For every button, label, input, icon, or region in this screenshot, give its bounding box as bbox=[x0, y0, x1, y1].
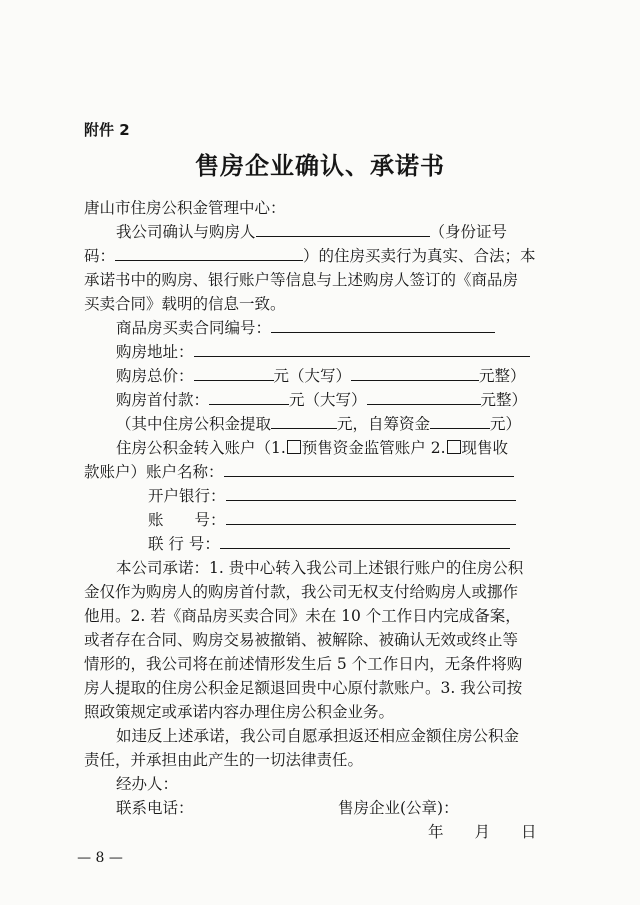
field-label: 开户银行： bbox=[148, 487, 226, 505]
buyer-name-blank[interactable] bbox=[256, 222, 430, 237]
company-seal-label: 售房企业(公章)： bbox=[338, 799, 459, 817]
addressee: 唐山市住房公积金管理中心： bbox=[84, 199, 286, 217]
id-number-blank[interactable] bbox=[115, 246, 303, 261]
contract-no-row bbox=[116, 316, 495, 340]
attachment-label: 附件 2 bbox=[84, 121, 130, 139]
self-funds-blank[interactable] bbox=[430, 414, 490, 429]
bank-row bbox=[148, 484, 516, 508]
down-payment-blank[interactable] bbox=[209, 390, 289, 405]
confirm-line-3: 承诺书中的购房、银行账户等信息与上述购房人签订的《商品房 bbox=[84, 271, 519, 289]
breach-line: 如违反上述承诺，我公司自愿承担返还相应金额住房公积金 bbox=[116, 727, 520, 745]
confirm-text: 码： bbox=[84, 247, 116, 265]
breach-line: 责任，并承担由此产生的一切法律责任。 bbox=[84, 751, 364, 769]
confirm-line-2 bbox=[84, 244, 536, 268]
field-label: 联 行 号： bbox=[148, 535, 220, 553]
document-title: 售房企业确认、承诺书 bbox=[195, 151, 445, 180]
field-label: 账 号： bbox=[148, 511, 226, 529]
confirm-line-4: 买卖合同》载明的信息一致。 bbox=[84, 295, 286, 313]
address-blank[interactable] bbox=[194, 342, 530, 357]
confirm-text: （身份证号 bbox=[429, 223, 508, 241]
down-payment-row bbox=[116, 388, 527, 412]
account-name-blank[interactable] bbox=[224, 462, 514, 477]
confirm-text: 我公司确认与购房人 bbox=[116, 223, 256, 241]
confirm-line-1 bbox=[116, 220, 507, 244]
promise-line: 或者存在合同、购房交易被撤销、被解除、被确认无效或终止等 bbox=[84, 631, 519, 649]
field-label: 元整） bbox=[480, 391, 528, 409]
account-no-blank[interactable] bbox=[226, 510, 516, 525]
field-label: 元，自筹资金 bbox=[337, 415, 431, 433]
field-label: 预售资金监管账户 2. bbox=[301, 439, 446, 457]
promise-line: 情形的，我公司将在前述情形发生后 5 个工作日内，无条件将购 bbox=[84, 655, 523, 673]
promise-line: 房人提取的住房公积金足额退回贵中心原付款账户。3. 我公司按 bbox=[84, 679, 523, 697]
field-label: 元） bbox=[490, 415, 522, 433]
spot-sale-account-checkbox[interactable] bbox=[447, 440, 461, 454]
phone-label: 联系电话： bbox=[116, 799, 194, 817]
promise-line: 照政策规定或承诺内容办理住房公积金业务。 bbox=[84, 703, 395, 721]
down-payment-words-blank[interactable] bbox=[367, 390, 481, 405]
promise-line: 他用。2. 若《商品房买卖合同》未在 10 个工作日内完成备案， bbox=[84, 607, 521, 625]
date-line: 年 月 日 bbox=[428, 823, 537, 841]
field-label: 购房地址： bbox=[116, 343, 194, 361]
union-no-row bbox=[148, 532, 510, 556]
field-label: 元（大写） bbox=[273, 367, 352, 385]
account-type-row bbox=[116, 436, 508, 460]
bank-blank[interactable] bbox=[226, 486, 516, 501]
total-price-row bbox=[116, 364, 526, 388]
confirm-text: ）的住房买卖行为真实、合法；本 bbox=[303, 247, 536, 265]
fund-breakdown-row bbox=[116, 412, 521, 436]
field-label: 购房总价： bbox=[116, 367, 194, 385]
page-number: — 8 — bbox=[77, 850, 123, 866]
field-label: 元（大写） bbox=[289, 391, 367, 409]
field-label: 款账户）账户名称： bbox=[84, 463, 224, 481]
total-price-words-blank[interactable] bbox=[351, 366, 479, 381]
fund-withdraw-blank[interactable] bbox=[271, 414, 337, 429]
promise-line: 金仅作为购房人的购房首付款，我公司无权支付给购房人或挪作 bbox=[84, 583, 519, 601]
field-label: 商品房买卖合同编号： bbox=[116, 319, 272, 337]
field-label: 现售收 bbox=[461, 439, 509, 457]
union-no-blank[interactable] bbox=[220, 534, 510, 549]
field-label: 元整） bbox=[479, 367, 526, 385]
contract-no-blank[interactable] bbox=[271, 318, 495, 333]
field-label: 住房公积金转入账户（1. bbox=[116, 439, 286, 457]
field-label: 购房首付款： bbox=[116, 391, 210, 409]
account-no-row bbox=[148, 508, 516, 532]
promise-line: 本公司承诺：1. 贵中心转入我公司上述银行账户的住房公积 bbox=[116, 559, 524, 577]
total-price-blank[interactable] bbox=[194, 366, 274, 381]
account-name-row bbox=[84, 460, 514, 484]
field-label: （其中住房公积金提取 bbox=[116, 415, 272, 433]
presale-account-checkbox[interactable] bbox=[287, 440, 301, 454]
handler-label: 经办人： bbox=[116, 775, 179, 793]
address-row bbox=[116, 340, 530, 364]
